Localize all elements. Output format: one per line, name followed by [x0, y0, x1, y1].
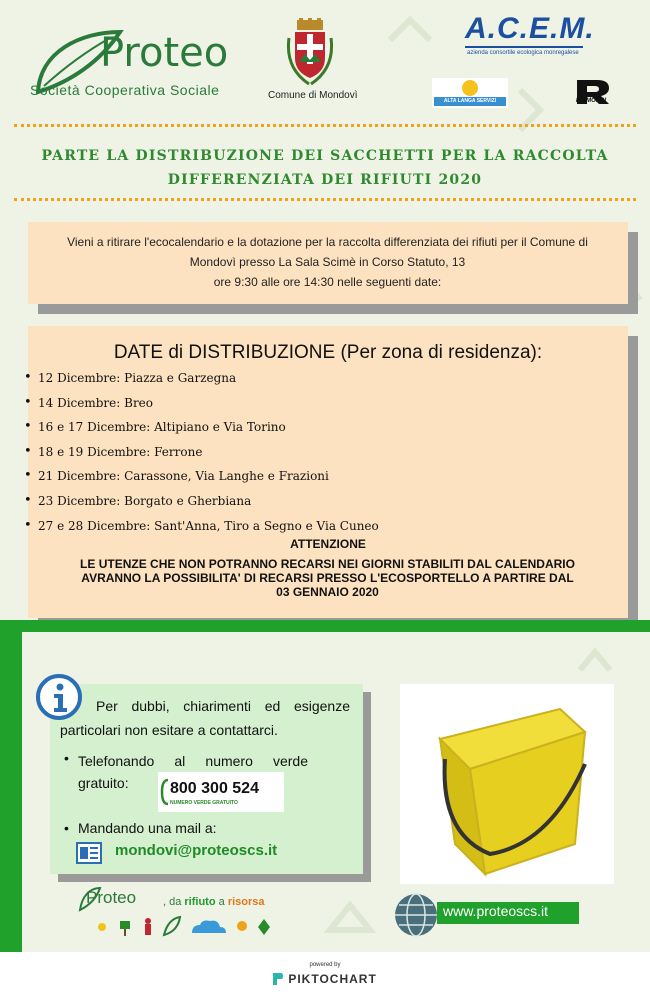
footer-eco-icons [92, 915, 282, 937]
acem-divider [465, 46, 583, 48]
raimondi-label: RAIMONDI [575, 98, 607, 104]
proteo-logo-subtitle: Società Cooperativa Sociale [30, 82, 220, 98]
phone-number[interactable]: 800 300 524 [170, 780, 259, 797]
acem-logo-subtitle: azienda consortile ecologica monregalese [467, 50, 579, 56]
acem-logo-title: A.C.E.M. [465, 12, 595, 45]
attention-line-2: AVRANNO LA POSSIBILITA' DI RECARSI PRESSO L'ECOSPORTELLO A PARTIRE DAL [81, 571, 574, 585]
list-item: • 21 Dicembre: Carassone, Via Langhe e Frazioni [22, 464, 379, 489]
proteo-logo-name: Proteo [100, 30, 229, 76]
yellow-bin-image [400, 684, 614, 884]
attention-line-3: 03 GENNAIO 2020 [276, 585, 379, 599]
list-item: • 14 Dicembre: Breo [22, 391, 379, 416]
phone-label: Telefonando al numero verde gratuito: [78, 753, 308, 791]
slogan-word-rifiuto: rifiuto [184, 896, 216, 908]
website-link[interactable]: www.proteoscs.it [443, 903, 549, 919]
contact-lead-text: Per dubbi, chiarimenti ed esigenze particolari non esitare a contattarci. [60, 698, 350, 738]
list-item: • 18 e 19 Dicembre: Ferrone [22, 440, 379, 465]
piktochart-text: PIKTOCHART [288, 972, 377, 986]
globe-icon [393, 892, 439, 938]
slogan-word-risorsa: risorsa [227, 896, 265, 908]
green-frame-left [0, 632, 22, 952]
email-link[interactable]: mondovi@proteoscs.it [115, 842, 278, 859]
attention-line-1: LE UTENZE CHE NON POTRANNO RECARSI NEI GIORNI STABILITI DAL CALENDARIO [80, 557, 575, 571]
top-dotted-divider [14, 124, 636, 127]
attention-title: ATTENZIONE [290, 537, 366, 551]
phone-bracket-icon [160, 778, 170, 806]
bullet-mail: • [64, 820, 69, 836]
comune-name: Comune di Mondovì [268, 90, 358, 101]
headline-line-2: DIFFERENZIATA DEI RIFIUTI 2020 [167, 172, 483, 188]
bottom-dotted-divider [14, 198, 636, 201]
bullet-phone: • [64, 750, 69, 766]
email-icon [76, 842, 102, 864]
mail-label: Mandando una mail a: [78, 820, 217, 836]
list-item: • 16 e 17 Dicembre: Altipiano e Via Torino [22, 415, 379, 440]
intro-line-1: Vieni a ritirare l'ecocalendario e la dotazione per la raccolta differenziata dei rifiuti per il Comune di [67, 235, 588, 249]
list-item: • 23 Dicembre: Borgato e Gherbiana [22, 489, 379, 514]
piktochart-logo-icon [272, 972, 284, 986]
slogan-mid: a [215, 896, 228, 908]
powered-by-label: powered by [309, 962, 341, 968]
piktochart-brand[interactable] [272, 972, 392, 986]
green-frame-top [0, 620, 650, 632]
date-list [22, 366, 379, 538]
intro-line-2: Mondovì presso La Sala Scimè in Corso Statuto, 13 [189, 255, 466, 269]
alta-langa-label: ALTA LANGA SERVIZI [443, 98, 497, 104]
list-item: • 27 e 28 Dicembre: Sant'Anna, Tiro a Segno e Via Cuneo [22, 514, 379, 539]
attention-text [40, 557, 615, 599]
phone-number-caption: NUMERO VERDE GRATUITO [170, 800, 238, 806]
footer-slogan [163, 896, 265, 908]
comune-crest-icon [285, 18, 335, 88]
intro-text [40, 232, 615, 292]
footer-proteo-name: Proteo [86, 888, 137, 907]
slogan-prefix: , da [163, 896, 185, 908]
list-item: • 12 Dicembre: Piazza e Garzegna [22, 366, 379, 391]
dates-title: DATE di DISTRIBUZIONE (Per zona di residenza): [113, 342, 543, 363]
intro-line-3: ore 9:30 alle ore 14:30 nelle seguenti date: [213, 275, 442, 289]
page-headline [20, 144, 630, 192]
headline-line-1: PARTE LA DISTRIBUZIONE DEI SACCHETTI PER LA RACCOLTA [41, 148, 609, 164]
